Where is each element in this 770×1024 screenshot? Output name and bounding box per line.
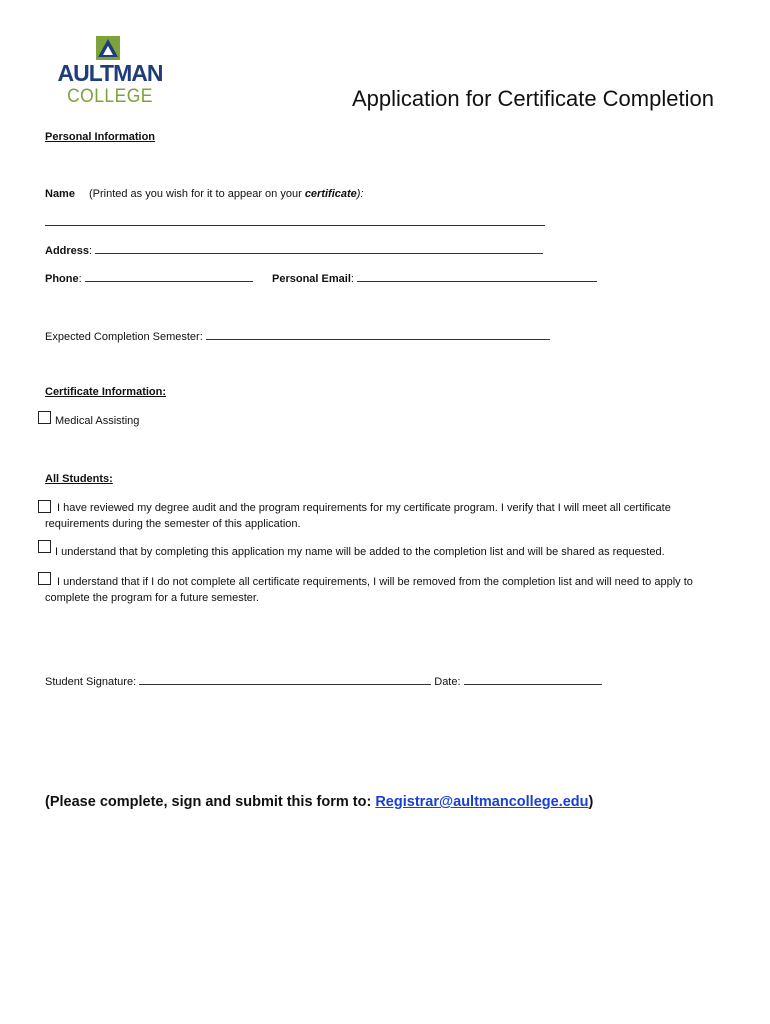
semester-label: Expected Completion Semester: [45, 331, 203, 343]
semester-field-line[interactable] [206, 329, 550, 340]
certificate-info-heading: Certificate Information: [45, 386, 167, 398]
all-students-heading: All Students: [45, 473, 113, 485]
medical-assisting-checkbox[interactable] [38, 411, 51, 424]
address-row: Address: [45, 243, 543, 258]
address-field-line[interactable] [95, 243, 543, 254]
statement-2-checkbox[interactable] [38, 540, 51, 553]
address-label: Address [45, 245, 90, 257]
semester-row [45, 329, 550, 344]
logo-word-aultman: AULTMAN [57, 60, 163, 86]
name-row [45, 187, 364, 201]
signature-field-line[interactable] [139, 674, 431, 685]
logo-word-college: COLLEGE [67, 86, 153, 107]
personal-info-heading: Personal Information [45, 131, 156, 143]
college-logo [56, 36, 166, 114]
name-label: Name [45, 188, 75, 200]
phone-label: Phone [45, 273, 79, 285]
statement-1-text: I have reviewed my degree audit and the program requirements for my certificate program. I verify that I will meet all certificate requirements during the semester of this application. [45, 502, 671, 530]
email-row: Personal Email: [272, 271, 597, 286]
submit-instructions: (Please complete, sign and submit this form to: Registrar@aultmancollege.edu) [45, 794, 594, 810]
page-title: Application for Certificate Completion [352, 86, 714, 111]
name-hint-certificate: certificate [304, 188, 357, 200]
statement-3-text: I understand that if I do not complete all certificate requirements, I will be removed from the completion list and will need to apply to complete the program for a future semester. [45, 576, 693, 604]
registrar-email-link[interactable]: Registrar@aultmancollege.edu [375, 794, 589, 810]
date-label: Date: [434, 676, 461, 688]
name-hint: (Printed as you wish for it to appear on your certificate): [88, 188, 364, 200]
phone-field-line[interactable] [85, 271, 253, 282]
phone-row: Phone: [45, 271, 253, 286]
signature-label: Student Signature: [45, 676, 137, 688]
medical-assisting-label: Medical Assisting [55, 415, 140, 427]
date-field-line[interactable] [464, 674, 602, 685]
email-field-line[interactable] [357, 271, 597, 282]
logo-mark-icon [96, 36, 120, 60]
email-label: Personal Email [272, 273, 351, 285]
statement-2-text: I understand that by completing this application my name will be added to the completion list and will be shared as requested. [55, 546, 665, 558]
signature-row [45, 674, 602, 689]
name-field-line[interactable] [45, 215, 545, 226]
